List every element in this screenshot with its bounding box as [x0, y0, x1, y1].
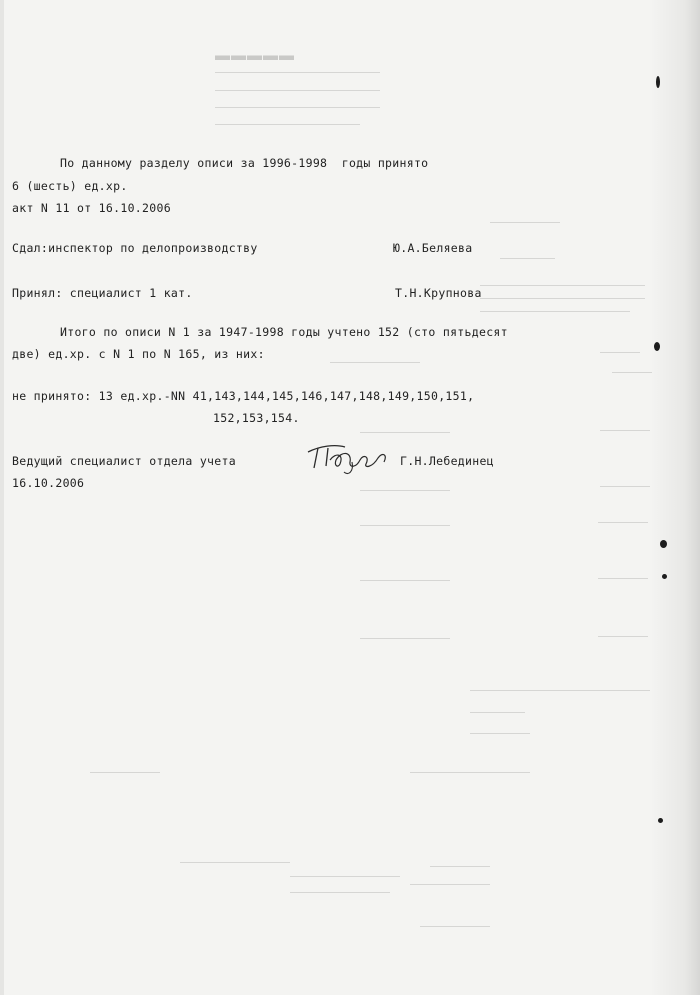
handed-over-name: Ю.А.Беляева	[393, 241, 473, 255]
summary-line-accepted: По данному разделу описи за 1996-1998 годы принято	[60, 156, 429, 170]
document-page: ▬▬▬▬▬ По данному разделу описи за 1996-1998 годы принято 6 (шесть) ед.хр. акт N 11 от 16.10.2006 Сдал:инспектор по делопроизводству Ю.А.Беляева Принял: специалист 1 кат. Т.Н.Крупнова Итого по описи N 1 за 1947-1998 годы учтено 152 (сто пятьдесят две) ед.хр. с N 1 по N 165, из них: не принято: 13 ед.хр.-NN 41,143,144,145,146,147,148,149,150,151, 152,153,154. Ведущий специалист отдела учета Г.Н.Лебединец 16.10.2006	[0, 0, 700, 995]
punch-mark	[654, 342, 660, 351]
summary-line-count: 6 (шесть) ед.хр.	[12, 179, 128, 193]
punch-mark	[662, 574, 667, 579]
total-line-1: Итого по описи N 1 за 1947-1998 годы учтено 152 (сто пятьдесят	[60, 325, 508, 339]
page-edge-shadow	[650, 0, 700, 995]
accepted-name: Т.Н.Крупнова	[395, 286, 482, 300]
handwritten-signature	[300, 438, 395, 478]
total-line-2: две) ед.хр. с N 1 по N 165, из них:	[12, 347, 265, 361]
page-fold-shadow	[0, 0, 4, 995]
punch-mark	[658, 818, 663, 823]
not-accepted-line-2: 152,153,154.	[213, 411, 300, 425]
handed-over-label: Сдал:инспектор по делопроизводству	[12, 241, 258, 255]
accepted-label: Принял: специалист 1 кат.	[12, 286, 193, 300]
not-accepted-line-1: не принято: 13 ед.хр.-NN 41,143,144,145,146,147,148,149,150,151,	[12, 389, 475, 403]
punch-mark	[656, 76, 660, 88]
lead-specialist-label: Ведущий специалист отдела учета	[12, 454, 236, 468]
signature-date: 16.10.2006	[12, 476, 85, 490]
punch-mark	[660, 540, 667, 548]
lead-specialist-name: Г.Н.Лебединец	[400, 454, 494, 468]
act-reference: акт N 11 от 16.10.2006	[12, 201, 171, 215]
